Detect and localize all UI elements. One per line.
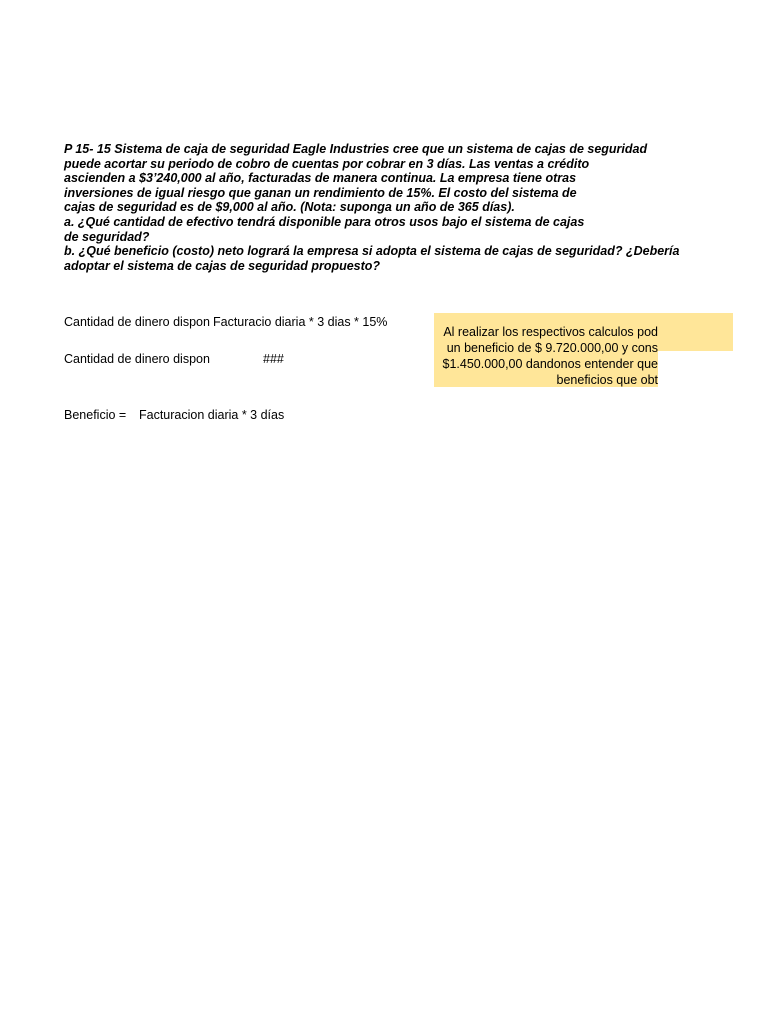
problem-line: ascienden a $3’240,000 al año, facturadas de manera continua. La empresa tiene otras [64,171,577,186]
cell-row2-value[interactable]: ### [263,352,284,366]
problem-line: b. ¿Qué beneficio (costo) neto logrará la empresa si adopta el sistema de cajas de seguridad? ¿Debería [64,244,680,259]
note-line: beneficios que obt [556,373,658,387]
problem-line: de seguridad? [64,229,150,244]
note-line: $1.450.000,00 dandonos entender que [442,357,658,371]
cell-row1-formula[interactable]: Facturacio diaria * 3 dias * 15% [213,315,388,329]
note-line: Al realizar los respectivos calculos pod [443,325,658,339]
cell-row1-label[interactable]: Cantidad de dinero dispon [64,315,210,329]
cell-row3-label[interactable]: Beneficio = [64,408,127,422]
problem-line: cajas de seguridad es de $9,000 al año. (Nota: suponga un año de 365 días). [64,200,515,215]
problem-line: a. ¿Qué cantidad de efectivo tendrá disponible para otros usos bajo el sistema de cajas [64,214,585,229]
cell-row2-label[interactable]: Cantidad de dinero dispon [64,352,210,366]
problem-line: adoptar el sistema de cajas de seguridad propuesto? [64,258,381,273]
problem-line: inversiones de igual riesgo que ganan un rendimiento de 15%. El costo del sistema de [64,185,577,200]
problem-line: puede acortar su periodo de cobro de cuentas por cobrar en 3 días. Las ventas a crédito [64,156,590,171]
note-line: un beneficio de $ 9.720.000,00 y cons [446,341,658,355]
note-text [434,324,658,388]
cell-row3-formula[interactable]: Facturacion diaria * 3 días [139,408,285,422]
problem-statement [64,142,680,273]
problem-line: P 15- 15 Sistema de caja de seguridad Eagle Industries cree que un sistema de cajas de seguridad [64,142,648,156]
